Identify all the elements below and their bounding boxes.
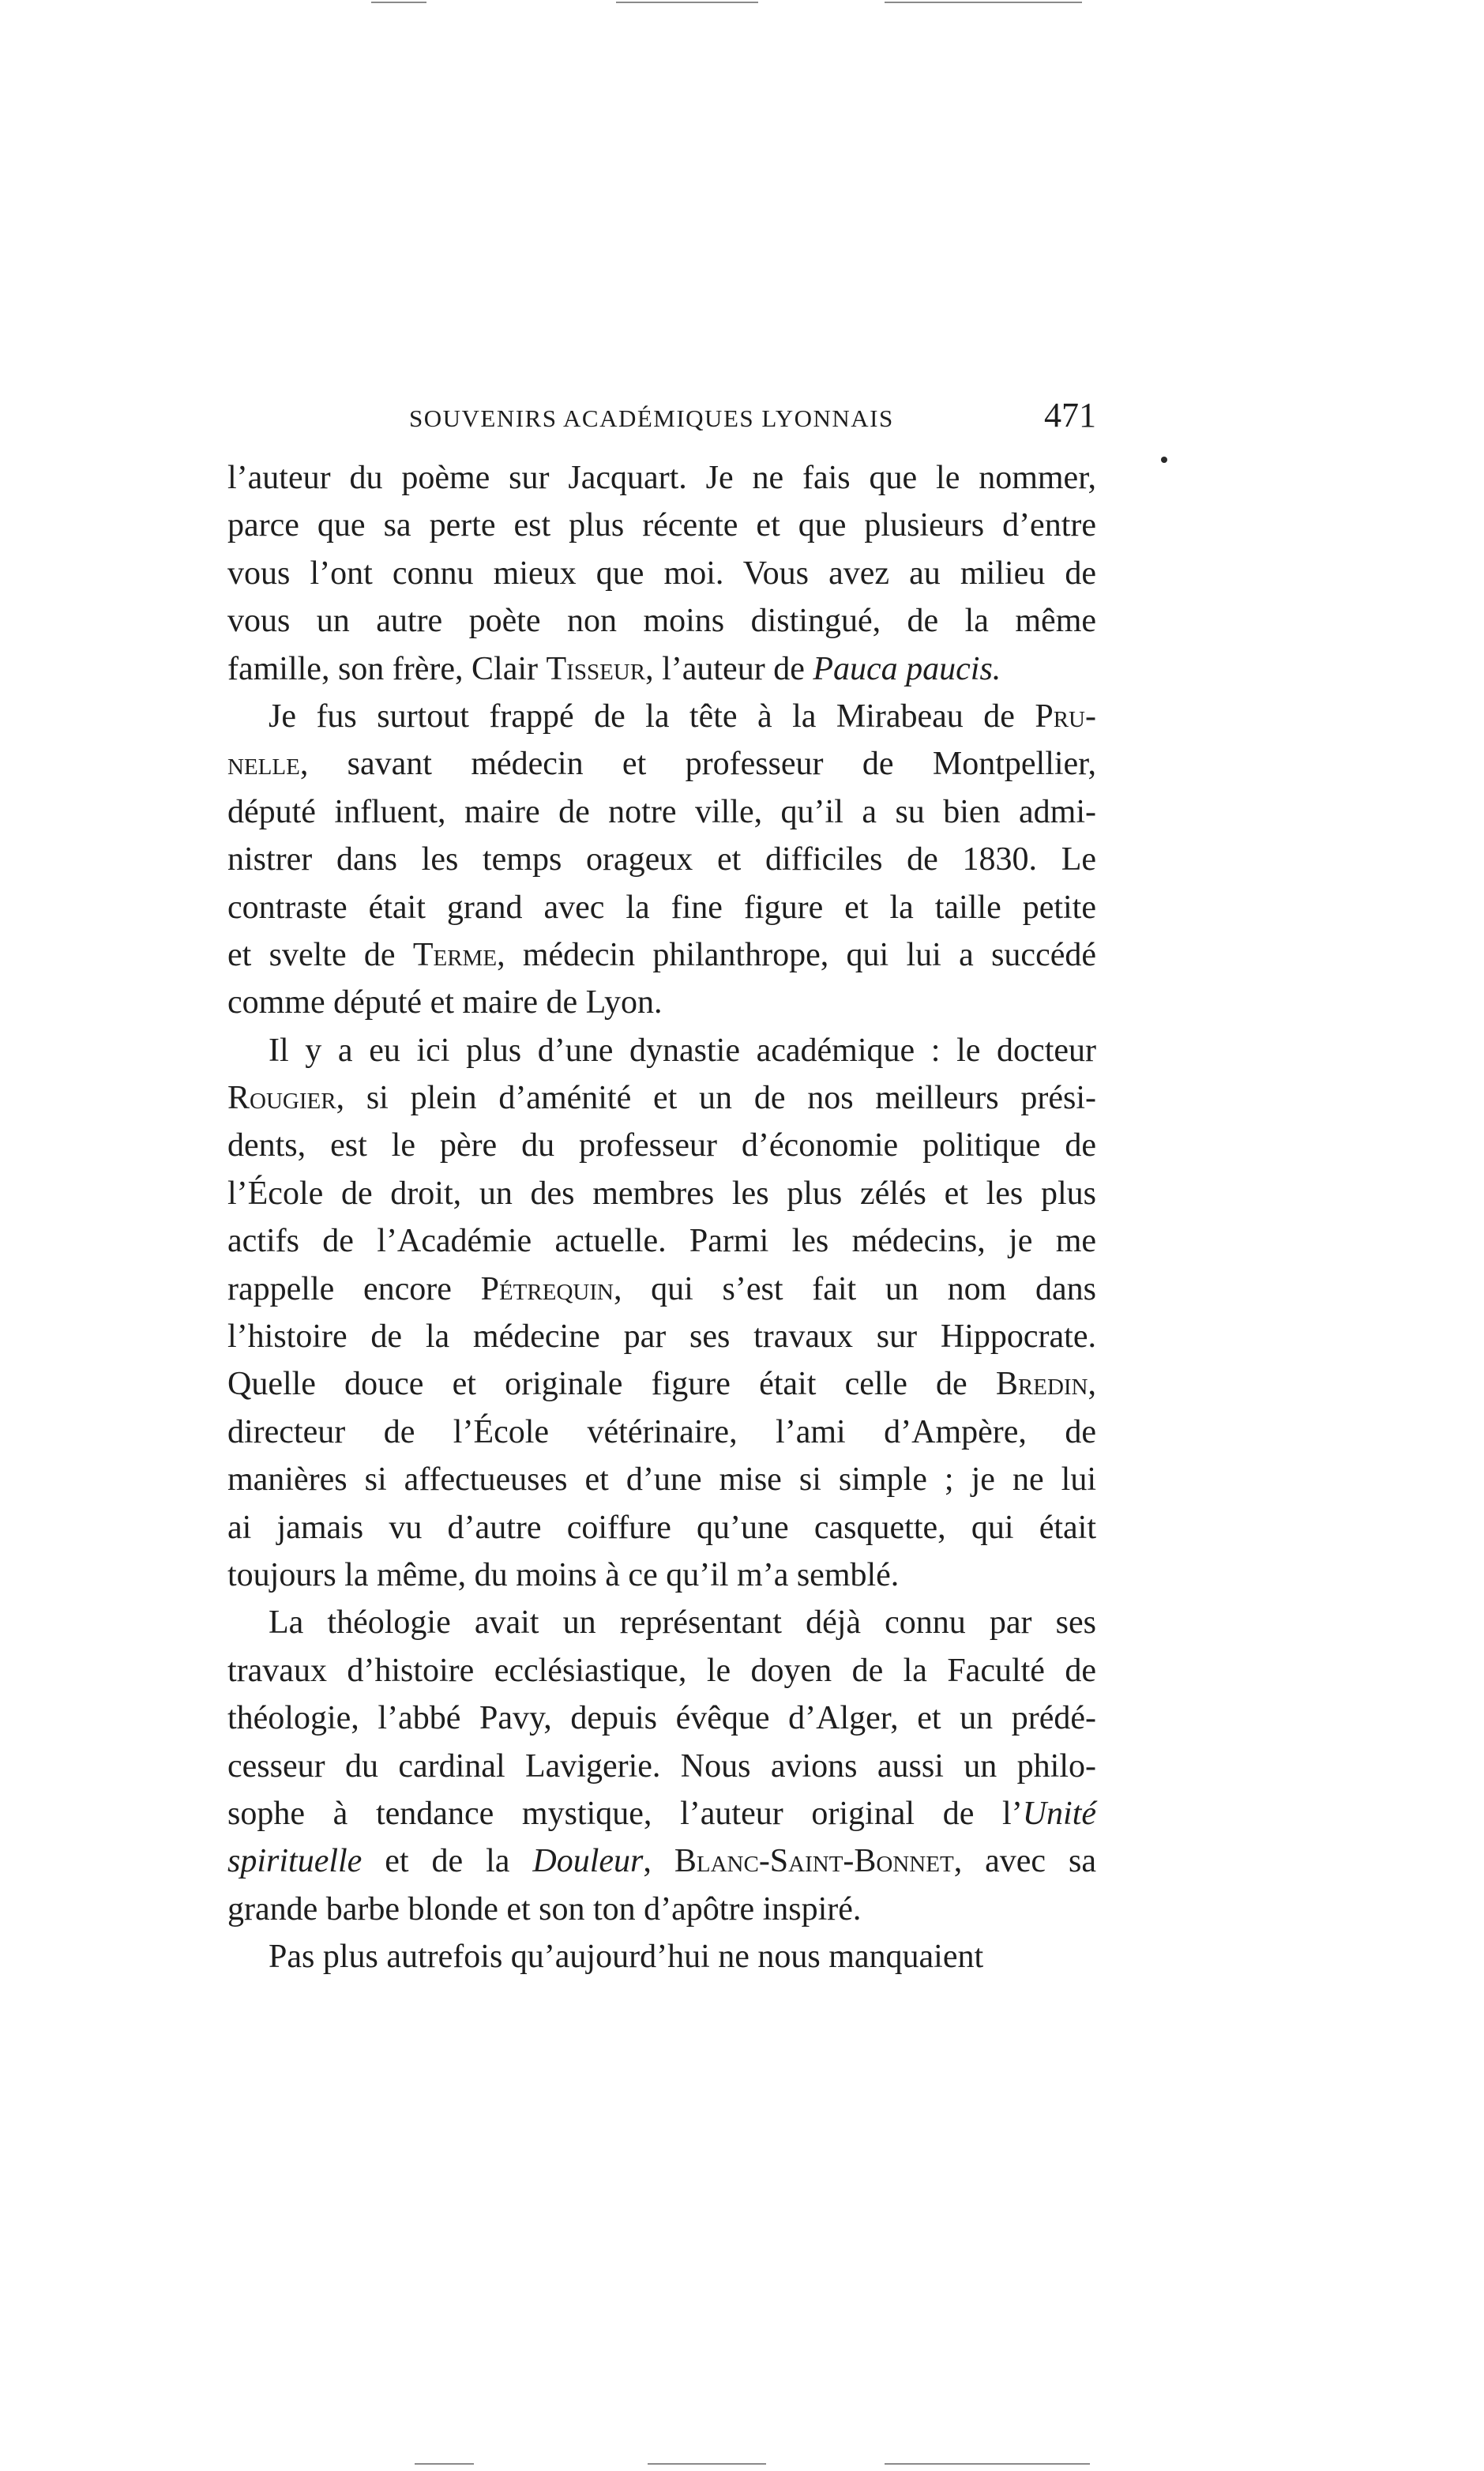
text-line	[227, 550, 1096, 597]
text-run: manières si affectueuses et d’une mise si simple ; je ne lui	[227, 1461, 1096, 1499]
small-caps-name: Bredin	[995, 1366, 1088, 1403]
text-run: Je fus surtout frappé de la tête à la Mirabeau de	[269, 698, 1035, 735]
text-run: , si plein d’aménité et un de nos meilleurs prési-	[336, 1080, 1096, 1117]
text-run: l’histoire de la médecine par ses travaux sur Hippocrate.	[227, 1318, 1096, 1356]
small-caps-name: Pétrequin	[480, 1270, 614, 1307]
text-run: contraste était grand avec la fine figure et la taille petite	[227, 889, 1096, 926]
text-line	[227, 597, 1096, 645]
text-run: l’École de droit, un des membres les plus zélés et les plus	[227, 1175, 1096, 1212]
text-line	[227, 1409, 1096, 1456]
top-scan-mark-right	[885, 2, 1082, 3]
text-line	[227, 1743, 1096, 1790]
text-line	[227, 1313, 1096, 1360]
small-caps-name: Blanc-Saint-Bonnet	[674, 1843, 954, 1880]
text-line	[227, 1504, 1096, 1551]
text-line	[227, 1694, 1096, 1742]
text-run: député influent, maire de notre ville, qu’il a su bien admi-	[227, 793, 1096, 830]
text-line	[227, 836, 1096, 883]
paragraph	[227, 1933, 1096, 1980]
text-run: grande barbe blonde et son ton d’apôtre inspiré.	[227, 1890, 862, 1928]
text-line	[227, 1074, 1096, 1122]
text-line	[227, 931, 1096, 979]
text-line	[227, 884, 1096, 931]
paragraph	[227, 1599, 1096, 1933]
text-run: et svelte de	[227, 936, 413, 973]
text-run: Il y a eu ici plus d’une dynastie académique : le docteur	[269, 1032, 1096, 1069]
text-run: vous l’ont connu mieux que moi. Vous avez au milieu de	[227, 555, 1096, 592]
text-line	[227, 1837, 1096, 1885]
text-line	[227, 1170, 1096, 1217]
small-caps-name: Terme	[412, 936, 498, 973]
small-caps-name: Rougier	[227, 1080, 336, 1117]
text-line	[227, 1599, 1096, 1646]
text-line	[227, 788, 1096, 836]
text-line	[227, 454, 1096, 502]
text-run: , l’auteur de	[645, 650, 813, 687]
text-line	[227, 1266, 1096, 1313]
text-line	[227, 693, 1096, 740]
small-caps-name: nelle	[227, 746, 300, 783]
page-number: 471	[1044, 396, 1096, 434]
running-title: SOUVENIRS ACADÉMIQUES LYONNAIS	[409, 404, 894, 432]
text-run: travaux d’histoire ecclésiastique, le doyen de la Faculté de	[227, 1652, 1096, 1689]
text-run: rappelle encore	[227, 1270, 481, 1307]
text-run: directeur de l’École vétérinaire, l’ami d’Ampère, de	[227, 1413, 1096, 1450]
text-run: cesseur du cardinal Lavigerie. Nous avions aussi un philo-	[227, 1747, 1096, 1785]
text-run: , qui s’est fait un nom dans	[613, 1270, 1096, 1307]
text-run: comme député et maire de Lyon.	[227, 984, 663, 1021]
margin-speck	[1161, 457, 1167, 463]
text-line	[227, 1790, 1096, 1837]
small-caps-name: Tisseur	[546, 650, 646, 687]
text-line	[227, 1122, 1096, 1169]
text-run: La théologie avait un représentant déjà connu par ses	[269, 1604, 1096, 1642]
text-run: ,	[1088, 1366, 1096, 1403]
text-run: parce que sa perte est plus récente et que plusieurs d’entre	[227, 507, 1096, 544]
italic-title: spirituelle	[227, 1843, 363, 1880]
text-run: ai jamais vu d’autre coiffure qu’une casquette, qui était	[227, 1509, 1096, 1546]
italic-title: Douleur	[532, 1843, 644, 1880]
italic-title: Unité	[1022, 1795, 1096, 1832]
text-line	[227, 645, 1096, 693]
text-run: Quelle douce et originale figure était celle de	[227, 1366, 996, 1403]
running-head	[227, 395, 1096, 450]
bottom-scan-mark-center	[648, 2463, 766, 2465]
text-run: dents, est le père du professeur d’économie politique de	[227, 1127, 1096, 1164]
text-line	[227, 1456, 1096, 1503]
bottom-scan-mark-right	[885, 2463, 1090, 2465]
text-run: actifs de l’Académie actuelle. Parmi les médecins, je me	[227, 1223, 1096, 1260]
bottom-scan-mark-left	[415, 2463, 474, 2465]
text-line	[227, 979, 1096, 1026]
italic-title: Pauca paucis.	[813, 650, 1001, 687]
paragraph	[227, 454, 1096, 693]
text-line	[227, 1886, 1096, 1933]
paragraph	[227, 1027, 1096, 1600]
text-line	[227, 1360, 1096, 1408]
text-line	[227, 502, 1096, 549]
text-line	[227, 1217, 1096, 1265]
text-line	[227, 1647, 1096, 1694]
text-run: nistrer dans les temps orageux et difficiles de 1830. Le	[227, 841, 1096, 878]
text-run: toujours la même, du moins à ce qu’il m’a semblé.	[227, 1556, 900, 1593]
text-run: l’auteur du poème sur Jacquart. Je ne fais que le nommer,	[227, 460, 1096, 496]
text-run: Pas plus autrefois qu’aujourd’hui ne nous manquaient	[269, 1939, 984, 1976]
text-run: famille, son frère, Clair	[227, 650, 547, 687]
top-scan-mark-center	[616, 2, 758, 3]
top-scan-mark-left	[371, 2, 426, 3]
text-line	[227, 1933, 1096, 1980]
text-run: et de la	[362, 1843, 533, 1880]
text-run: , avec sa	[953, 1843, 1097, 1880]
text-run: , médecin philanthrope, qui lui a succédé	[497, 936, 1096, 973]
body-text	[227, 454, 1096, 1981]
text-run: vous un autre poète non moins distingué, de la même	[227, 603, 1096, 640]
paragraph	[227, 693, 1096, 1027]
text-line	[227, 740, 1096, 788]
text-line	[227, 1027, 1096, 1074]
text-run: théologie, l’abbé Pavy, depuis évêque d’Alger, et un prédé-	[227, 1700, 1096, 1737]
small-caps-name: Pru-	[1035, 698, 1096, 735]
text-line	[227, 1551, 1096, 1599]
text-run: ,	[643, 1843, 674, 1880]
text-run: sophe à tendance mystique, l’auteur original de l’	[227, 1795, 1023, 1832]
text-run: , savant médecin et professeur de Montpellier,	[299, 746, 1096, 783]
